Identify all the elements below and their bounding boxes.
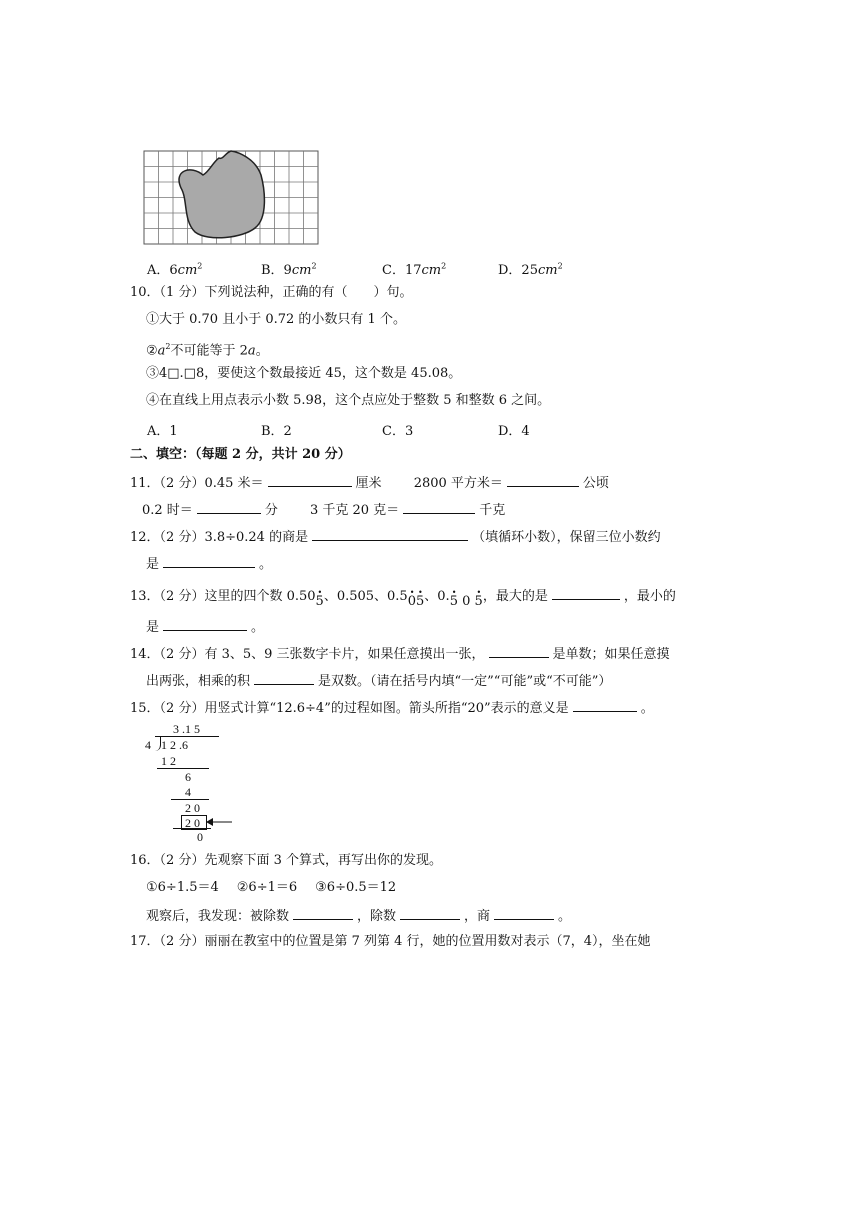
q10-item-4: ④在直线上用点表示小数 5.98，这个点应处于整数 5 和整数 6 之间。 — [146, 393, 551, 408]
q10-option-b: B．2 — [261, 424, 292, 439]
arrow-icon — [205, 816, 233, 828]
answer-blank[interactable] — [163, 554, 255, 568]
q10-option-d: D．4 — [498, 424, 530, 439]
q12-line-1: 12．（2 分）3.8÷0.24 的商是 （填循环小数），保留三位小数约 — [130, 527, 661, 547]
q11-line-2: 0.2 时＝ 分 3 千克 20 克＝ 千克 — [142, 500, 505, 520]
answer-blank[interactable] — [197, 500, 261, 514]
answer-blank[interactable] — [254, 671, 314, 685]
q9-option-a: A．$6cm^2$ — [147, 261, 203, 278]
q9-option-c: C．$17cm^2$ — [382, 261, 447, 278]
q17-text: 17．（2 分）丽丽在教室中的位置是第 7 列第 4 行，她的位置用数对表示（7，4），坐在她 — [130, 934, 651, 949]
q10-item-2: $②a^2$不可能等于 2a。 — [146, 342, 269, 359]
section-title: 二、填空：（每题 2 分，共计 20 分） — [130, 447, 351, 462]
answer-blank[interactable] — [507, 473, 579, 487]
answer-blank[interactable] — [293, 906, 353, 920]
answer-blank[interactable] — [489, 644, 549, 658]
answer-blank[interactable] — [400, 906, 460, 920]
answer-blank[interactable] — [312, 527, 468, 541]
answer-blank[interactable] — [403, 500, 475, 514]
q10-option-a: A．1 — [147, 424, 178, 439]
q10-option-c: C．3 — [382, 424, 414, 439]
q9-option-b: B．$9cm^2$ — [261, 261, 317, 278]
q15-line-1: 15．（2 分）用竖式计算“12.6÷4”的过程如图。箭头所指“20”表示的意义是 。 — [130, 698, 654, 718]
q16-stem: 16．（2 分）先观察下面 3 个算式，再写出你的发现。 — [130, 853, 442, 868]
q13-line-2: 是 。 — [146, 617, 264, 637]
answer-blank[interactable] — [552, 586, 620, 600]
q10-item-1: ①大于 0.70 且小于 0.72 的小数只有 1 个。 — [146, 312, 406, 327]
q16-equations: ①6÷1.5＝4 ②6÷1＝6 ③6÷0.5＝12 — [146, 880, 397, 895]
q9-option-d: D．$25cm^2$ — [498, 261, 563, 278]
q14-line-1: 14．（2 分）有 3、5、9 三张数字卡片，如果任意摸出一张， 是单数；如果任意摸 — [130, 644, 670, 664]
q10-item-3: ③4□.□8，要使这个数最接近 45，这个数是 45.08。 — [146, 366, 462, 381]
answer-blank[interactable] — [494, 906, 554, 920]
q12-line-2: 是 。 — [146, 554, 272, 574]
q11-line-1: 11．（2 分）0.45 米＝ 厘米 2800 平方米＝ 公顷 — [130, 473, 609, 493]
q14-line-2: 出两张，相乘的积 是双数。（请在括号内填“一定”“可能”或“不可能”） — [146, 671, 611, 691]
q10-stem: 10．（1 分）下列说法种，正确的有（ ）句。 — [130, 285, 413, 300]
q16-answer-line: 观察后，我发现：被除数 ，除数 ，商 。 — [146, 906, 571, 926]
irregular-shape — [179, 151, 264, 238]
long-division-figure: 3 .1 5 4 1 2 .6 1 2 6 4 2 0 2 0 0 — [143, 722, 235, 844]
answer-blank[interactable] — [573, 698, 637, 712]
grid-shape-figure — [143, 150, 321, 246]
answer-blank[interactable] — [268, 473, 352, 487]
answer-blank[interactable] — [163, 617, 247, 631]
q13-line-1: 13．（2 分）这里的四个数 0.50• 5、0.505、0.5• 0• 5、0.• 5 0 • 5，最大的是 ，最小的 — [130, 586, 676, 606]
